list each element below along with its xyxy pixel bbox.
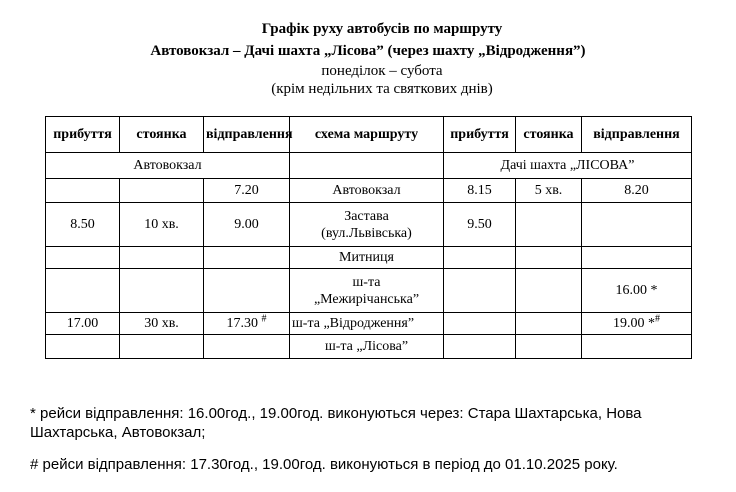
- route-title: Автовокзал – Дачі шахта „Лісова” (через шахту „Відродження”): [150, 43, 586, 59]
- cell-stop-2: 5 хв.: [516, 179, 582, 203]
- cell-departure-1: [204, 269, 290, 313]
- cell-arrival-1: [46, 269, 120, 313]
- left-terminal: Автовокзал: [46, 153, 290, 179]
- schedule-table: [45, 116, 692, 359]
- table-row: [46, 179, 692, 203]
- footnote-hash: # рейси відправлення: 17.30год., 19.00год. виконуються в період до 01.10.2025 року.: [30, 456, 618, 473]
- cell-departure-1: 7.20: [204, 179, 290, 203]
- cell-departure-2: [582, 203, 692, 247]
- cell-departure-1: [204, 335, 290, 359]
- cell-arrival-2: [444, 335, 516, 359]
- departure-time: 17.30: [226, 316, 258, 331]
- cell-route-stop: ш-та „Межирічанська”: [290, 269, 444, 313]
- table-header-row: [46, 117, 692, 153]
- cell-departure-1: 9.00: [204, 203, 290, 247]
- cell-arrival-2: 8.15: [444, 179, 516, 203]
- cell-stop-1: 30 хв.: [120, 313, 204, 335]
- cell-departure-2: 16.00 *: [582, 269, 692, 313]
- col-header-departure-2: відправлення: [582, 117, 692, 153]
- schedule-header: [0, 18, 736, 98]
- terminal-row: [46, 153, 692, 179]
- cell-route-stop: Митниця: [290, 247, 444, 269]
- cell-stop-2: [516, 247, 582, 269]
- cell-route-stop: ш-та „Відродження”: [290, 313, 444, 335]
- col-header-departure-1: відправлення: [204, 117, 290, 153]
- cell-departure-2: [582, 335, 692, 359]
- cell-arrival-1: [46, 247, 120, 269]
- cell-arrival-1: [46, 335, 120, 359]
- cell-departure-1: [204, 247, 290, 269]
- cell-departure-2: 8.20: [582, 179, 692, 203]
- cell-departure-2: [582, 313, 692, 335]
- footnote-asterisk: * рейси відправлення: 16.00год., 19.00год. виконуються через: Стара Шахтарська, Нова Шахтарська, Автовокзал;: [30, 405, 642, 441]
- cell-stop-1: [120, 269, 204, 313]
- table-row: [46, 335, 692, 359]
- col-header-arrival-2: прибуття: [444, 117, 516, 153]
- cell-departure-1: [204, 313, 290, 335]
- footnote-mark: #: [261, 313, 267, 325]
- operating-days: понеділок – субота: [321, 63, 443, 79]
- cell-route-stop: ш-та „Лісова”: [290, 335, 444, 359]
- cell-arrival-1: 8.50: [46, 203, 120, 247]
- table-row: [46, 247, 692, 269]
- cell-arrival-2: 9.50: [444, 203, 516, 247]
- col-header-route-scheme: схема маршруту: [290, 117, 444, 153]
- cell-departure-2: [582, 247, 692, 269]
- cell-stop-1: [120, 335, 204, 359]
- col-header-stop-2: стоянка: [516, 117, 582, 153]
- col-header-arrival-1: прибуття: [46, 117, 120, 153]
- right-terminal: Дачі шахта „ЛІСОВА”: [444, 153, 692, 179]
- cell-stop-1: [120, 179, 204, 203]
- cell-stop-2: [516, 203, 582, 247]
- cell-arrival-2: [444, 313, 516, 335]
- operating-exceptions: (крім недільних та святкових днів): [271, 81, 493, 97]
- col-header-stop-1: стоянка: [120, 117, 204, 153]
- cell-stop-1: 10 хв.: [120, 203, 204, 247]
- table-row: [46, 313, 692, 335]
- cell-arrival-2: [444, 269, 516, 313]
- cell-route-stop: Застава (вул.Львівська): [290, 203, 444, 247]
- footnote-mark: #: [655, 313, 660, 325]
- cell-stop-2: [516, 269, 582, 313]
- table-row: [46, 269, 692, 313]
- schedule-title: Графік руху автобусів по маршруту: [261, 21, 503, 37]
- cell-stop-2: [516, 313, 582, 335]
- cell-stop-2: [516, 335, 582, 359]
- cell-arrival-2: [444, 247, 516, 269]
- terminal-empty-cell: [290, 153, 444, 179]
- cell-arrival-1: 17.00: [46, 313, 120, 335]
- table-row: [46, 203, 692, 247]
- cell-route-stop: Автовокзал: [290, 179, 444, 203]
- cell-arrival-1: [46, 179, 120, 203]
- cell-stop-1: [120, 247, 204, 269]
- departure-time: 19.00 *: [613, 316, 655, 331]
